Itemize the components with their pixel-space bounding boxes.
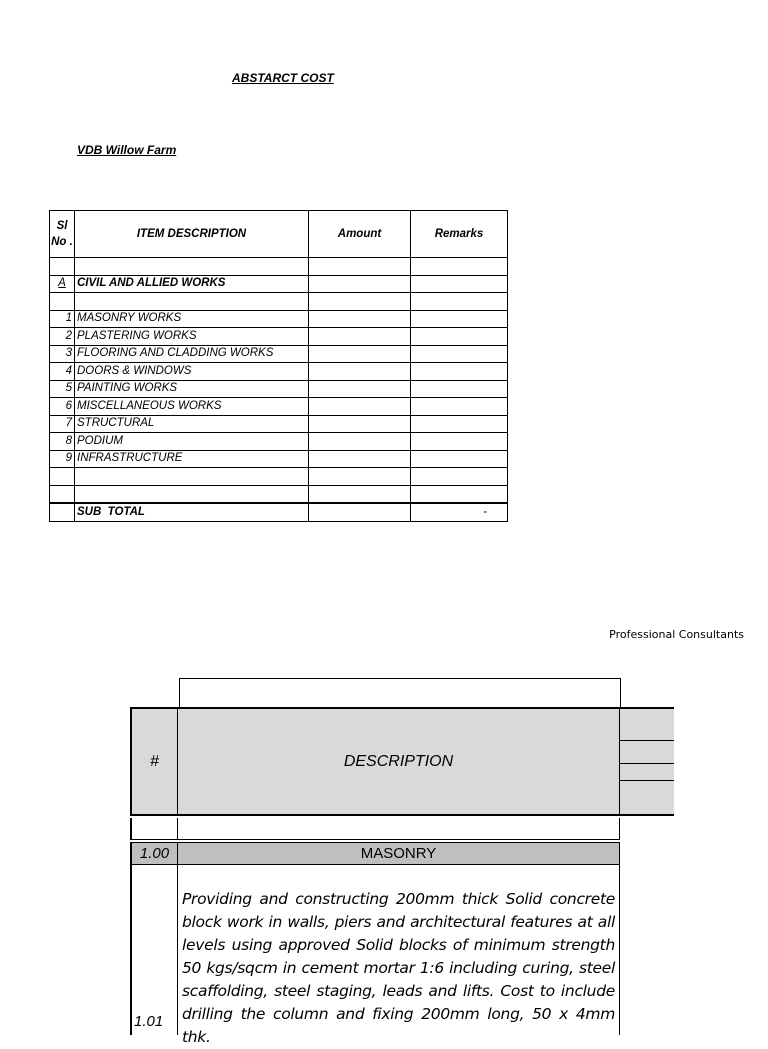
table-row [50, 450, 508, 468]
row-amount [309, 450, 411, 468]
empty-cell [50, 485, 75, 503]
section-code: A [50, 275, 75, 293]
subtotal-sl [50, 503, 75, 521]
abstract-header-row [50, 211, 508, 258]
header-divider [620, 763, 674, 764]
boq-header-right-columns [620, 707, 674, 816]
row-description: STRUCTURAL [75, 415, 309, 433]
abstract-table [49, 210, 508, 522]
header-divider [620, 780, 674, 781]
boq-header-description: DESCRIPTION [178, 707, 620, 816]
table-row [50, 310, 508, 328]
boq-item-num: 1.01 [134, 1013, 164, 1030]
row-remarks [411, 415, 508, 433]
row-remarks [411, 450, 508, 468]
row-remarks [411, 328, 508, 346]
col-header-sl: Sl No . [50, 211, 75, 258]
table-row [50, 415, 508, 433]
boq-spacer-cell [130, 818, 178, 840]
row-amount [309, 328, 411, 346]
boq-spacer-cell [178, 818, 620, 840]
table-row [50, 398, 508, 416]
empty-cell [309, 468, 411, 486]
table-row [50, 293, 508, 311]
boq-item-description: Providing and constructing 200mm thick Solid concrete block work in walls, piers and architectural features at all levels using approved Solid blocks of minimum strength 50 kgs/sqcm in cement mortar 1:6 including curing, steel scaffolding, steel staging, leads and lifts. Cost to include drilling the column and fixing 200mm long, 50 x 4mm thk. [182, 890, 615, 1046]
row-sl: 6 [50, 398, 75, 416]
row-description: PODIUM [75, 433, 309, 451]
row-amount [309, 310, 411, 328]
row-remarks [411, 310, 508, 328]
table-row [50, 345, 508, 363]
table-row [50, 258, 508, 276]
col-header-remarks: Remarks [411, 211, 508, 258]
row-sl: 9 [50, 450, 75, 468]
row-description: FLOORING AND CLADDING WORKS [75, 345, 309, 363]
row-amount [309, 398, 411, 416]
empty-cell [50, 468, 75, 486]
row-sl: 2 [50, 328, 75, 346]
section-row [50, 275, 508, 293]
row-remarks [411, 433, 508, 451]
row-description: DOORS & WINDOWS [75, 363, 309, 381]
row-remarks [411, 363, 508, 381]
empty-cell [411, 468, 508, 486]
row-amount [309, 415, 411, 433]
row-amount [309, 345, 411, 363]
row-sl: 4 [50, 363, 75, 381]
table-row [50, 328, 508, 346]
table-row [50, 363, 508, 381]
table-row [50, 433, 508, 451]
row-amount [309, 380, 411, 398]
boq-section-num: 1.00 [130, 842, 178, 865]
row-remarks [411, 380, 508, 398]
row-remarks [411, 345, 508, 363]
col-header-amount: Amount [309, 211, 411, 258]
row-amount [309, 433, 411, 451]
subtotal-row [50, 503, 508, 521]
row-sl: 1 [50, 310, 75, 328]
subtotal-amount: - [411, 503, 508, 521]
table-row [50, 485, 508, 503]
empty-cell [75, 485, 309, 503]
col-header-description: ITEM DESCRIPTION [75, 211, 309, 258]
subtotal-amount-cell [309, 503, 411, 521]
empty-cell [309, 485, 411, 503]
boq-spacer-divider [130, 839, 620, 840]
row-description: MISCELLANEOUS WORKS [75, 398, 309, 416]
consultant-label: Professional Consultants [609, 628, 744, 641]
row-description: PAINTING WORKS [75, 380, 309, 398]
section-title: CIVIL AND ALLIED WORKS [75, 275, 309, 293]
row-sl: 8 [50, 433, 75, 451]
row-amount [309, 363, 411, 381]
subtotal-label: SUB TOTAL [75, 503, 309, 521]
project-name: VDB Willow Farm [77, 143, 177, 157]
boq-header-num: # [130, 707, 178, 816]
boq-top-cell [179, 678, 621, 708]
row-remarks [411, 398, 508, 416]
empty-cell [411, 485, 508, 503]
table-row [50, 380, 508, 398]
row-sl: 7 [50, 415, 75, 433]
document-title: ABSTARCT COST [232, 71, 334, 85]
header-divider [620, 740, 674, 741]
row-description: MASONRY WORKS [75, 310, 309, 328]
boq-section-title: MASONRY [178, 842, 620, 865]
row-description: INFRASTRUCTURE [75, 450, 309, 468]
empty-cell [75, 468, 309, 486]
row-sl: 3 [50, 345, 75, 363]
boq-item-num-cell [130, 865, 178, 1035]
row-description: PLASTERING WORKS [75, 328, 309, 346]
row-sl: 5 [50, 380, 75, 398]
table-row [50, 468, 508, 486]
